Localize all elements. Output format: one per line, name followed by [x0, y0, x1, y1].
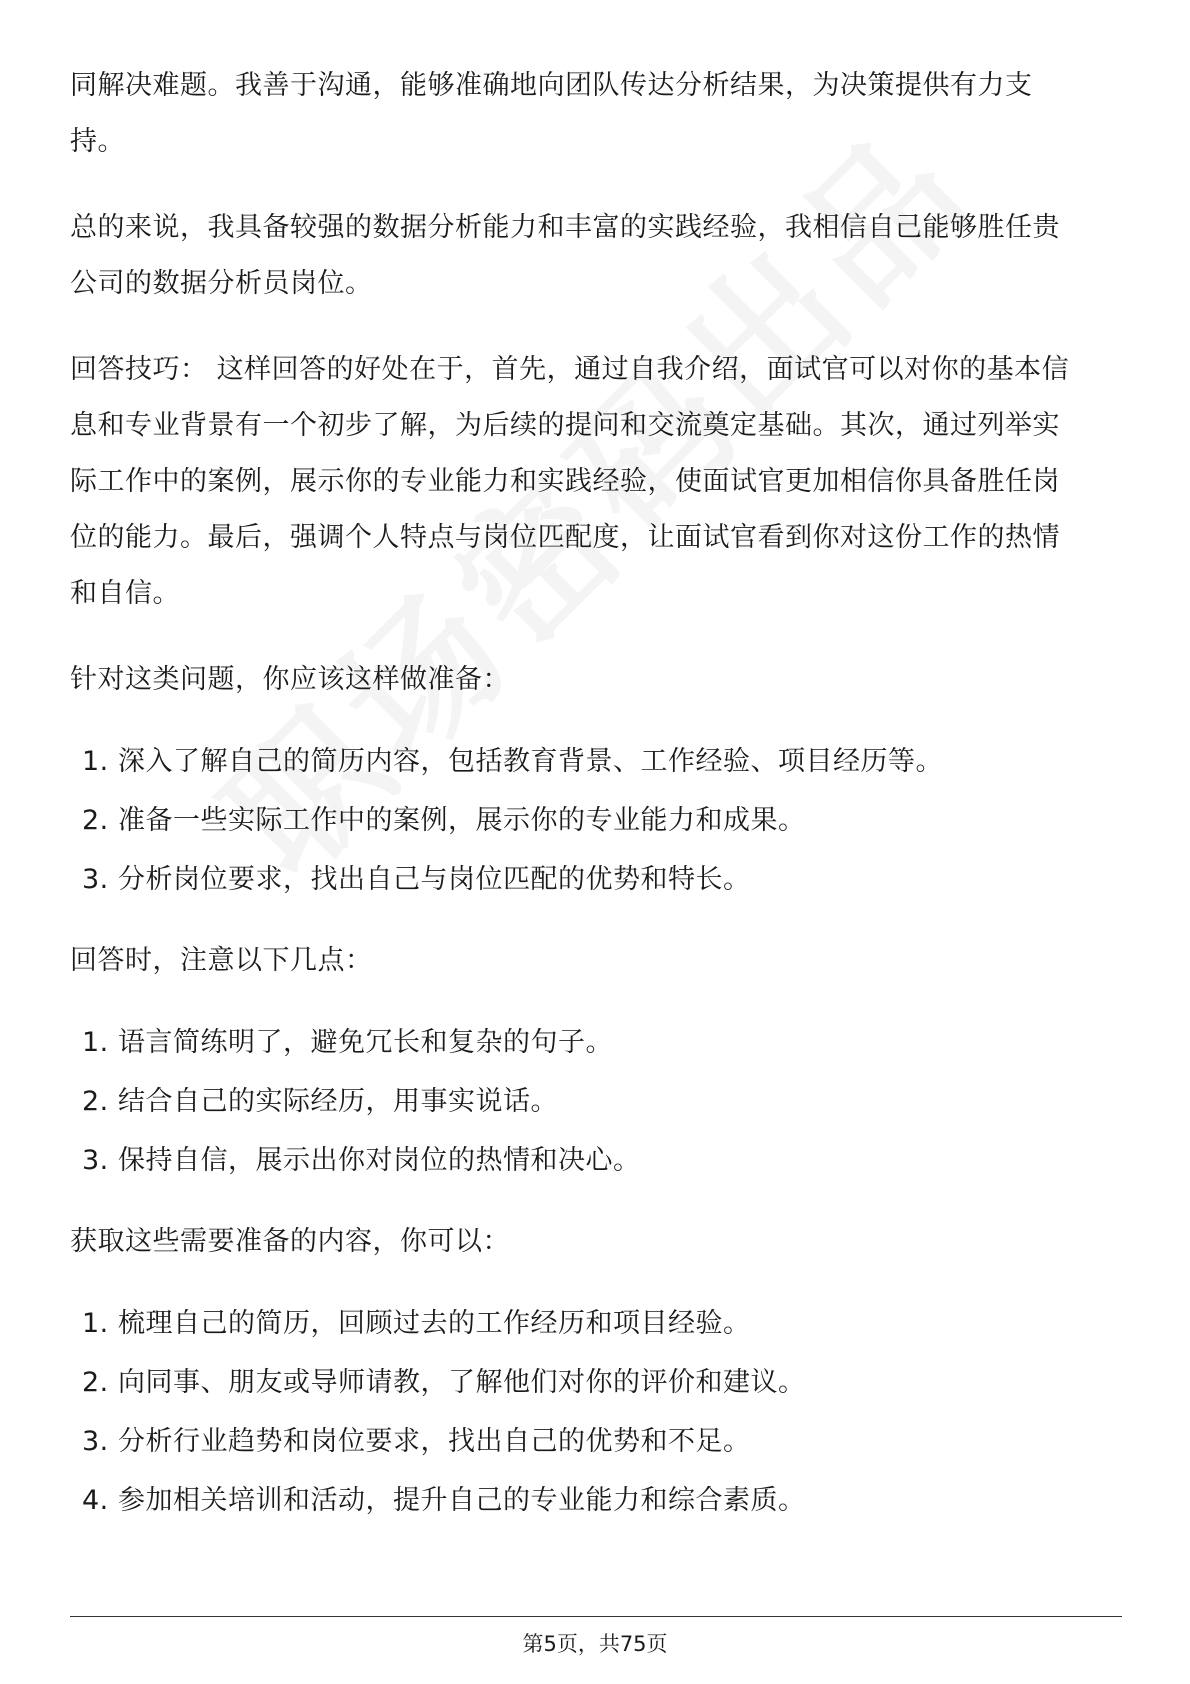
paragraph-line: 公司的数据分析员岗位。	[70, 268, 373, 299]
paragraph-line: 和自信。	[70, 578, 180, 609]
list-item	[70, 1471, 1122, 1530]
paragraph-2	[70, 200, 1122, 312]
list-item	[70, 1294, 1122, 1353]
list-text: 深入了解自己的简历内容，包括教育背景、工作经验、项目经历等。	[118, 746, 943, 777]
list-item	[70, 791, 1122, 850]
footer-divider	[70, 1616, 1122, 1617]
list-number: 1.	[82, 1308, 109, 1339]
list-item	[70, 1412, 1122, 1471]
page-number: 第5页，共75页	[522, 1632, 668, 1656]
paragraph-line: 际工作中的案例，展示你的专业能力和实践经验，使面试官更加相信你具备胜任岗	[70, 466, 1060, 497]
section-heading-answer-notes: 回答时，注意以下几点：	[70, 945, 373, 976]
paragraph-line: 持。	[70, 126, 125, 157]
list-item	[70, 1353, 1122, 1412]
list-item	[70, 1072, 1122, 1131]
list-number: 3.	[82, 1426, 109, 1457]
paragraph-1	[70, 58, 1122, 170]
list-number: 3.	[82, 864, 109, 895]
paragraph-line: 息和专业背景有一个初步了解，为后续的提问和交流奠定基础。其次，通过列举实	[70, 410, 1060, 441]
section-heading-how-to-obtain: 获取这些需要准备的内容，你可以：	[70, 1226, 510, 1257]
paragraph-line: 位的能力。最后，强调个人特点与岗位匹配度，让面试官看到你对这份工作的热情	[70, 522, 1060, 553]
list-number: 2.	[82, 1367, 109, 1398]
paragraph-3-answer-tips	[70, 342, 1122, 622]
section-heading-preparation: 针对这类问题，你应该这样做准备：	[70, 664, 510, 695]
list-text: 分析行业趋势和岗位要求，找出自己的优势和不足。	[118, 1426, 751, 1457]
list-number: 4.	[82, 1485, 109, 1516]
list-number: 2.	[82, 805, 109, 836]
list-text: 向同事、朋友或导师请教，了解他们对你的评价和建议。	[118, 1367, 806, 1398]
page-content	[70, 58, 1122, 1530]
list-item	[70, 732, 1122, 791]
how-to-obtain-list	[70, 1294, 1122, 1530]
list-text: 保持自信，展示出你对岗位的热情和决心。	[118, 1145, 641, 1176]
list-text: 准备一些实际工作中的案例，展示你的专业能力和成果。	[118, 805, 806, 836]
list-text: 分析岗位要求，找出自己与岗位匹配的优势和特长。	[118, 864, 751, 895]
list-text: 梳理自己的简历，回顾过去的工作经历和项目经验。	[118, 1308, 751, 1339]
paragraph-line: 回答技巧： 这样回答的好处在于，首先，通过自我介绍，面试官可以对你的基本信	[70, 354, 1070, 385]
preparation-list	[70, 732, 1122, 909]
list-item	[70, 1131, 1122, 1190]
list-text: 结合自己的实际经历，用事实说话。	[118, 1086, 558, 1117]
list-number: 2.	[82, 1086, 109, 1117]
list-number: 1.	[82, 746, 109, 777]
list-item	[70, 1013, 1122, 1072]
paragraph-line: 总的来说，我具备较强的数据分析能力和丰富的实践经验，我相信自己能够胜任贵	[70, 212, 1060, 243]
answer-notes-list	[70, 1013, 1122, 1190]
list-item	[70, 850, 1122, 909]
list-text: 语言简练明了，避免冗长和复杂的句子。	[118, 1027, 613, 1058]
paragraph-line: 同解决难题。我善于沟通，能够准确地向团队传达分析结果，为决策提供有力支	[70, 70, 1033, 101]
list-text: 参加相关培训和活动，提升自己的专业能力和综合素质。	[118, 1485, 806, 1516]
list-number: 1.	[82, 1027, 109, 1058]
list-number: 3.	[82, 1145, 109, 1176]
